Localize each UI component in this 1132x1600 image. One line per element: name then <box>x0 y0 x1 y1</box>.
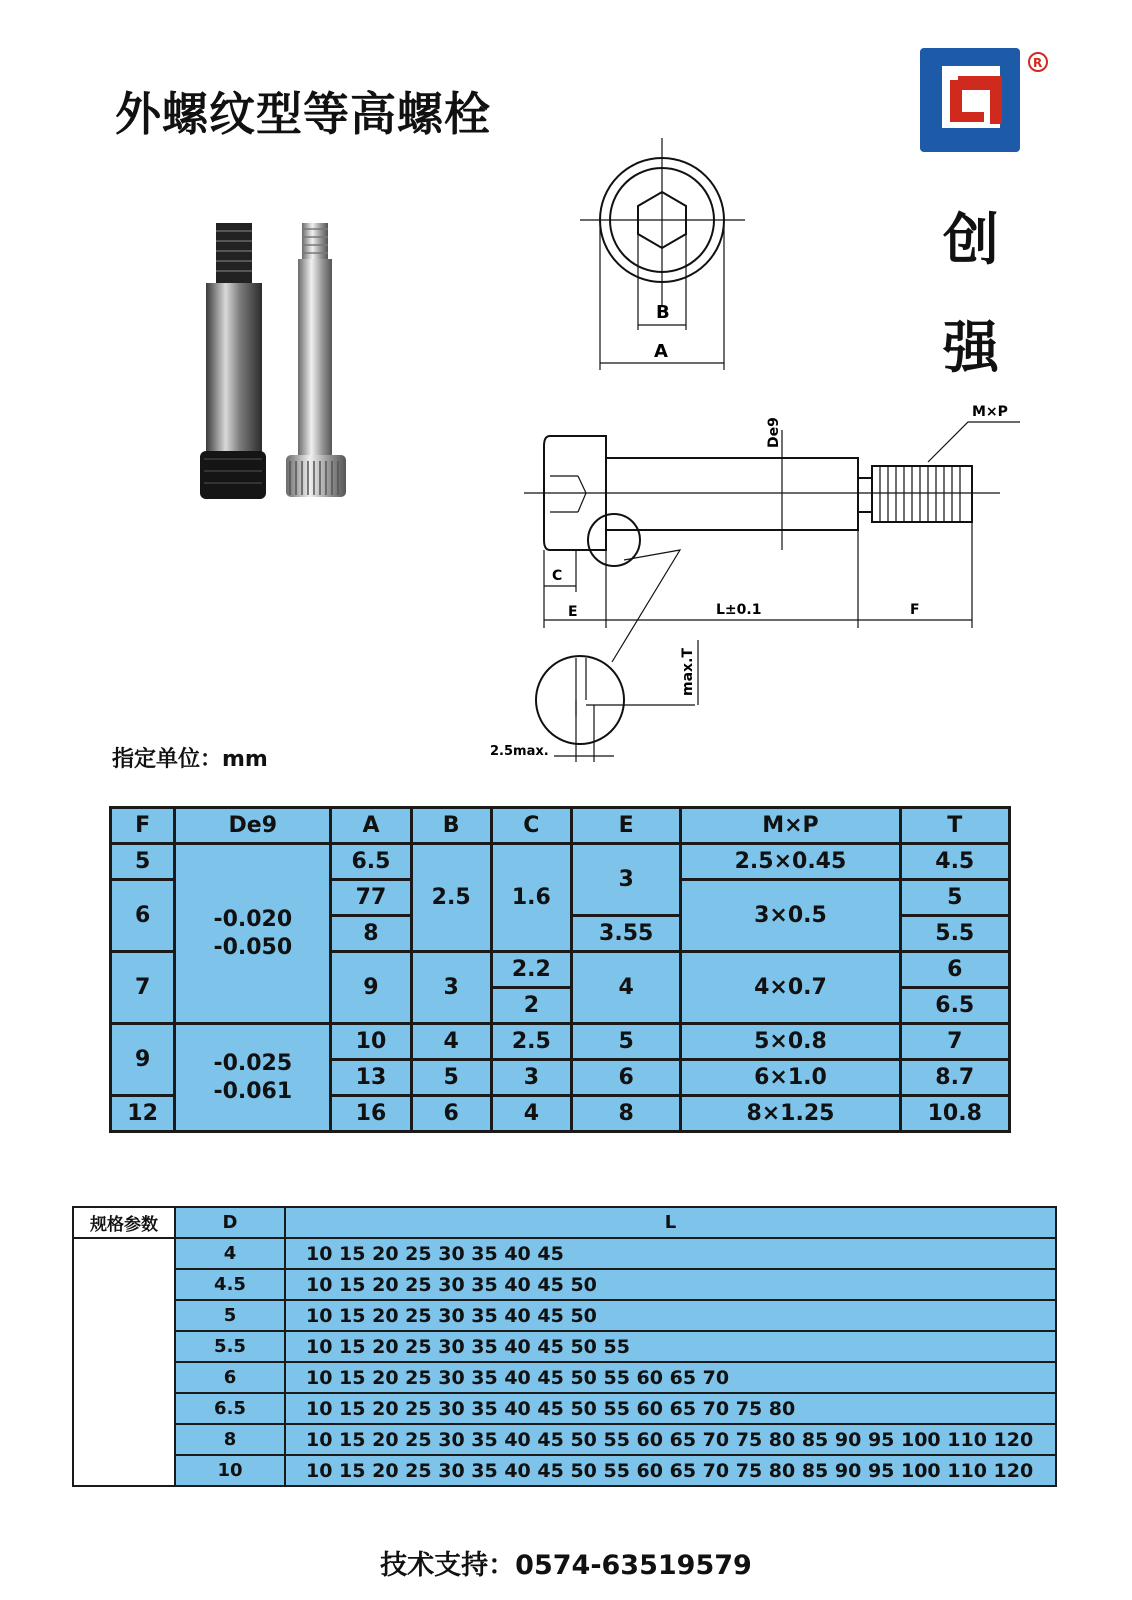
cell-C: 2.2 <box>491 952 571 988</box>
cell-MxP: 6×1.0 <box>681 1060 900 1096</box>
cell-A: 77 <box>331 880 411 916</box>
cell-E: 6 <box>571 1060 680 1096</box>
dim-A-label: A <box>654 341 668 362</box>
cell-L: 10 15 20 25 30 35 40 45 50 55 60 65 70 75 80 85 90 95 100 110 120 <box>285 1455 1056 1486</box>
top-view-drawing <box>580 130 750 380</box>
dim-F-label: F <box>910 602 920 618</box>
cell-D: 6 <box>175 1362 285 1393</box>
header-De9: De9 <box>175 808 331 844</box>
cell-A: 8 <box>331 916 411 952</box>
cell-C: 3 <box>491 1060 571 1096</box>
cell-F: 12 <box>111 1096 175 1132</box>
cell-MxP: 4×0.7 <box>681 952 900 1024</box>
unit-label: 指定单位：mm <box>112 747 268 772</box>
table-header-row <box>73 1207 1056 1238</box>
spec-table <box>109 806 1011 1133</box>
cell-E: 5 <box>571 1024 680 1060</box>
cell-De9: -0.020 -0.050 <box>175 844 331 1024</box>
tech-support-footer: 技术支持：0574-63519579 <box>380 1550 752 1581</box>
table-row <box>73 1455 1056 1486</box>
cell-B: 5 <box>411 1060 491 1096</box>
cell-T: 7 <box>900 1024 1009 1060</box>
table-row <box>111 1024 1010 1060</box>
dim-De9-label: De9 <box>766 417 782 448</box>
header-B: B <box>411 808 491 844</box>
side-view-drawing <box>490 400 1040 780</box>
cell-E: 3 <box>571 844 680 916</box>
header-L: L <box>285 1207 1056 1238</box>
header-C: C <box>491 808 571 844</box>
cell-A: 10 <box>331 1024 411 1060</box>
cell-C: 2.5 <box>491 1024 571 1060</box>
table-header-row <box>111 808 1010 844</box>
cell-A: 6.5 <box>331 844 411 880</box>
cell-C: 2 <box>491 988 571 1024</box>
table-row <box>73 1393 1056 1424</box>
cell-D: 8 <box>175 1424 285 1455</box>
cell-B: 3 <box>411 952 491 1024</box>
brand-logo <box>918 46 1058 156</box>
cell-D: 5 <box>175 1300 285 1331</box>
header-A: A <box>331 808 411 844</box>
cell-L: 10 15 20 25 30 35 40 45 50 55 60 65 70 <box>285 1362 1056 1393</box>
header-D: D <box>175 1207 285 1238</box>
dim-C-label: C <box>552 568 563 584</box>
cell-A: 9 <box>331 952 411 1024</box>
cell-T: 5 <box>900 880 1009 916</box>
cell-MxP: 3×0.5 <box>681 880 900 952</box>
cell-L: 10 15 20 25 30 35 40 45 50 <box>285 1269 1056 1300</box>
header-E: E <box>571 808 680 844</box>
cell-T: 4.5 <box>900 844 1009 880</box>
table-row <box>73 1362 1056 1393</box>
cell-MxP: 8×1.25 <box>681 1096 900 1132</box>
cell-E: 4 <box>571 952 680 1024</box>
cell-F: 9 <box>111 1024 175 1096</box>
cell-L: 10 15 20 25 30 35 40 45 <box>285 1238 1056 1269</box>
cell-T: 10.8 <box>900 1096 1009 1132</box>
table-row <box>111 844 1010 880</box>
cell-F: 5 <box>111 844 175 880</box>
cell-T: 5.5 <box>900 916 1009 952</box>
cell-L: 10 15 20 25 30 35 40 45 50 55 60 65 70 75 80 85 90 95 100 110 120 <box>285 1424 1056 1455</box>
cell-MxP: 5×0.8 <box>681 1024 900 1060</box>
cell-B: 2.5 <box>411 844 491 952</box>
cell-D: 5.5 <box>175 1331 285 1362</box>
cell-F: 6 <box>111 880 175 952</box>
cell-D: 4.5 <box>175 1269 285 1300</box>
cell-E: 8 <box>571 1096 680 1132</box>
cell-C: 1.6 <box>491 844 571 952</box>
cell-A: 13 <box>331 1060 411 1096</box>
dim-L-label: L±0.1 <box>716 602 762 618</box>
dim-maxT-label: max.T <box>680 648 696 696</box>
cell-T: 6 <box>900 952 1009 988</box>
cell-D: 6.5 <box>175 1393 285 1424</box>
cell-A: 16 <box>331 1096 411 1132</box>
table-row <box>73 1424 1056 1455</box>
length-table <box>72 1206 1057 1487</box>
header-F: F <box>111 808 175 844</box>
spec-params-blank <box>73 1238 175 1486</box>
brand-char-1: 创 <box>943 208 999 273</box>
dim-E-label: E <box>568 604 578 620</box>
product-photo <box>190 215 370 510</box>
cell-L: 10 15 20 25 30 35 40 45 50 <box>285 1300 1056 1331</box>
dim-MxP-label: M×P <box>972 404 1008 420</box>
dim-B-label: B <box>656 302 670 323</box>
cell-E: 3.55 <box>571 916 680 952</box>
cell-L: 10 15 20 25 30 35 40 45 50 55 60 65 70 75 80 <box>285 1393 1056 1424</box>
cell-T: 8.7 <box>900 1060 1009 1096</box>
header-spec-params: 规格参数 <box>73 1207 175 1238</box>
header-T: T <box>900 808 1009 844</box>
cell-D: 4 <box>175 1238 285 1269</box>
table-row <box>73 1269 1056 1300</box>
cell-C: 4 <box>491 1096 571 1132</box>
cell-De9: -0.025 -0.061 <box>175 1024 331 1132</box>
brand-char-2: 强 <box>943 316 999 381</box>
cell-B: 4 <box>411 1024 491 1060</box>
table-row <box>73 1300 1056 1331</box>
table-row <box>73 1331 1056 1362</box>
cell-F: 7 <box>111 952 175 1024</box>
cell-T: 6.5 <box>900 988 1009 1024</box>
cell-L: 10 15 20 25 30 35 40 45 50 55 <box>285 1331 1056 1362</box>
cell-B: 6 <box>411 1096 491 1132</box>
page-title: 外螺纹型等高螺栓 <box>115 87 491 141</box>
dim-2.5max-label: 2.5max. <box>490 744 549 759</box>
cell-MxP: 2.5×0.45 <box>681 844 900 880</box>
table-row <box>73 1238 1056 1269</box>
svg-text:R: R <box>1033 56 1043 70</box>
header-MxP: M×P <box>681 808 900 844</box>
cell-D: 10 <box>175 1455 285 1486</box>
